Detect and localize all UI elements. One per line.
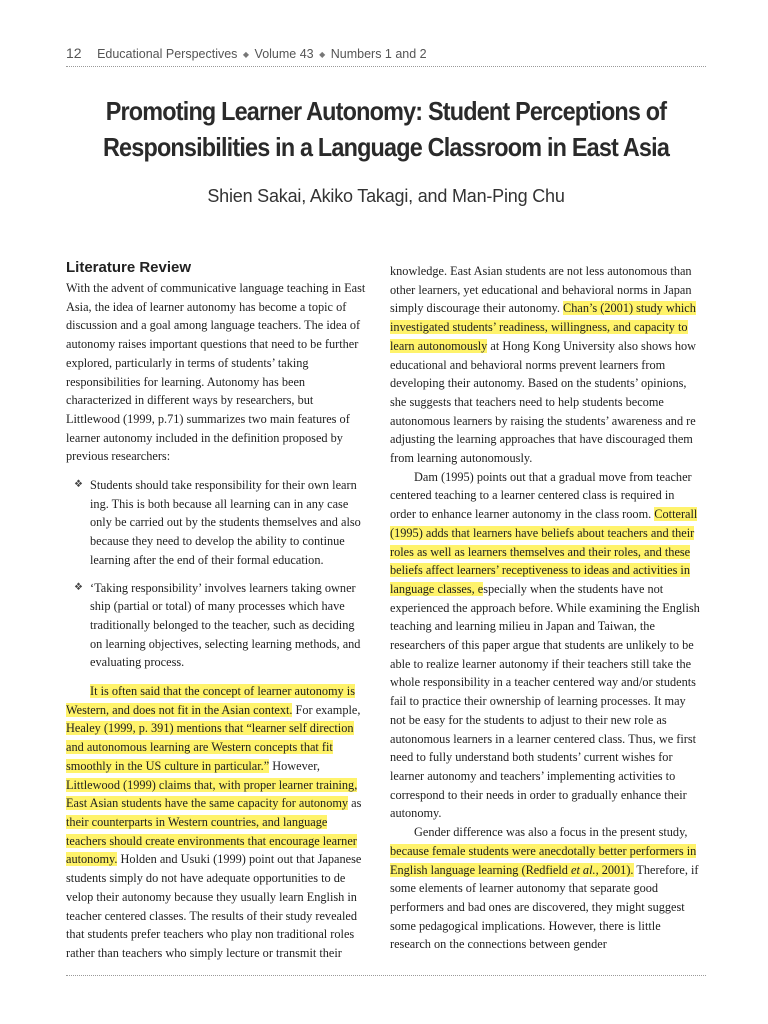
highlighted-text: It is often said that the concept of learner autonomy is Western, and does not fit in the Asian context. (66, 684, 355, 717)
diamond-bullet-icon: ❖ (74, 479, 83, 491)
paragraph (66, 682, 368, 963)
paragraph (390, 262, 702, 468)
highlighted-text: because female students were anecdotally better performers in English language learning (Redfield (390, 843, 697, 877)
highlighted-text: 2001). (598, 862, 634, 877)
paragraph (390, 823, 702, 954)
text-run: For example, (292, 702, 361, 717)
diamond-bullet-icon: ❖ (74, 581, 83, 593)
text-run: as (348, 796, 362, 811)
paragraph: With the advent of communicative language teaching in East Asia, the idea of learner autonomy has become a topic of discussion and a goal among language teachers. The idea of autonomy raises important questions that need to be further explored, particularly in terms of students’ taking responsibilities for learning. Autonomy has been characterized in different ways by researchers, but Littlewood (1999, p.71) summarizes two main features of learner autonomy included in the definition proposed by previous researchers: (66, 281, 366, 464)
text-run: Gender difference was also a focus in the present study, (414, 825, 688, 840)
section-heading: Literature Review (66, 259, 192, 276)
text-run: Therefore, if some elements of learner autonomy that separate good performers and bad ones are discovered, they might suggest some pedagogical implications. However, there is little research on the connections between gender (390, 862, 699, 952)
list-item (66, 476, 368, 570)
article-title: Promoting Learner Autonomy: Student Perceptions of Responsibilities in a Language Classroom in East Asia (102, 96, 670, 162)
text-run: Holden and Usuki (1999) point out that Japanese students simply do not have adequate opportunities to de velop their autonomy because they usually learn English in teacher centered classes. The results of their study revealed that students prefer teachers who play non traditional roles rather than teachers who simply lecture or transmit their (66, 852, 362, 960)
bullet-list (66, 476, 368, 672)
paragraph (390, 468, 702, 823)
page-number: 12 (66, 45, 82, 61)
text-run: specially when the students have not experienced the approach before. While examining the English teaching and learning milieu in Japan and Taiwan, the researchers of this paper argue that students are unlikely to be able to realize learner autonomy if their teachers still take the whole responsibility in a teacher centered way and/or students fail to practice their ownership of learning processes. It may not be easy for the students to adjust to their new role as autonomous learners in a learner centered class. Thus, we first need to fully understand both students’ current wishes for learner autonomy and teachers’ implementing activities to correspond to their needs in order to gradually enhance their autonomy. (390, 581, 700, 821)
journal-name: Educational Perspectives (97, 47, 238, 61)
list-item-text: Students should take responsibility for their own learn ing. This is both because all learning can in any case only be carried out by the students themselves and also because they need to develop the ability to continue learning after the end of their formal education. (90, 478, 361, 567)
top-divider (66, 66, 706, 67)
right-column (390, 262, 702, 954)
text-run: at Hong Kong University also shows how educational and behavioral norms prevent learners from developing their autonomy. Based on the students’ opinions, she suggests that teachers need to help students become autonomous learners by raising the students’ awareness and re adjusting the learning approaches that have discouraged them from learning autonomously. (390, 338, 697, 466)
list-item-text: ‘Taking responsibility’ involves learners taking owner ship (partial or total) of many processes which have traditionally belonged to the teacher, such as deciding on learning objectives, selecting learning methods, and evaluating process. (90, 580, 361, 670)
article-authors: Shien Sakai, Akiko Takagi, and Man-Ping Chu (207, 186, 565, 206)
text-run: However, (269, 758, 320, 773)
numbers-label: Numbers 1 and 2 (330, 47, 427, 61)
highlighted-text: Chan’s (2001) study which investigated students’ readiness, willingness, and capacity to learn autonomously (390, 301, 696, 353)
highlighted-text: Cotterall (1995) adds that learners have beliefs about teachers and their roles as well as learners themselves and their roles, and these beliefs affect learners’ receptiveness to ideas and activities in language classes, e (390, 507, 698, 596)
diamond-separator-icon: ◆ (242, 50, 250, 59)
running-head (66, 45, 706, 65)
highlighted-italic-text: et al., (570, 862, 599, 877)
text-run: knowledge. East Asian students are not less autonomous than other learners, yet educational and behavioral norms in Japan simply discourage their autonomy. (390, 264, 692, 316)
volume-label: Volume 43 (254, 47, 314, 61)
list-item (66, 579, 368, 673)
diamond-separator-icon: ◆ (319, 50, 326, 59)
left-column (66, 258, 368, 963)
highlighted-text: Healey (1999, p. 391) mentions that “learner self direction and autonomous learning are Western concepts that fit smoothly in the US culture in particular.” (66, 721, 354, 773)
highlighted-text: their counterparts in Western countries, and language teachers should create environments that encourage learner autonomy. (66, 814, 357, 867)
text-run: Dam (1995) points out that a gradual move from teacher centered teaching to a learner centered class is required in order to enhance learner autonomy in the class room. (390, 469, 692, 522)
bottom-divider (66, 975, 706, 976)
highlighted-text: Littlewood (1999) claims that, with proper learner training, East Asian students have the same capacity for autonomy (66, 777, 358, 811)
